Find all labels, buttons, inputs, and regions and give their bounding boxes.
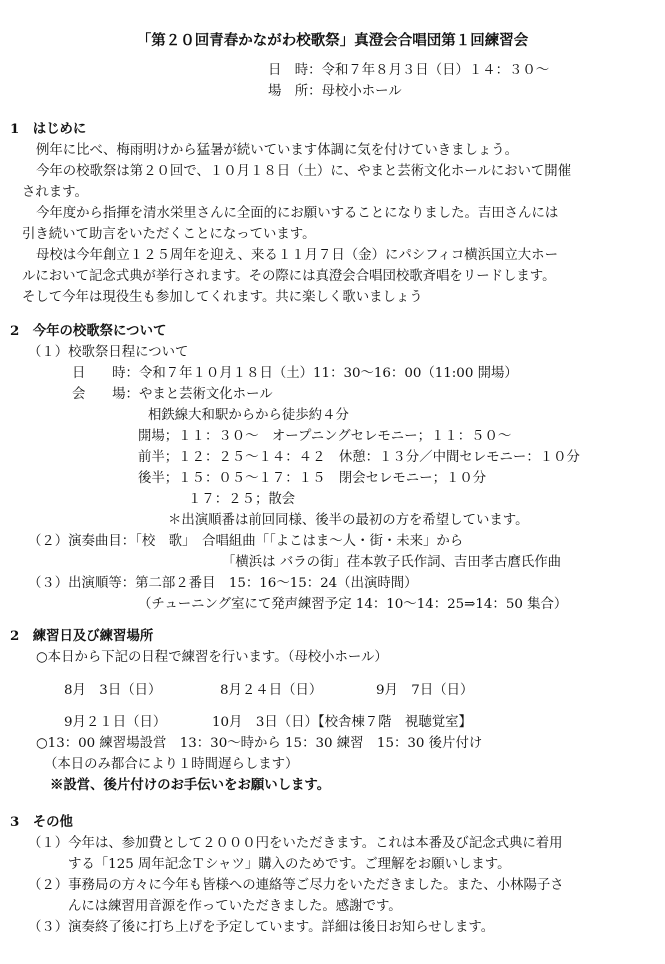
document-title: 「第２０回青春かながわ校歌祭」真澄会合唱団第１回練習会 — [136, 32, 529, 49]
section-2-heading: 2 今年の校歌祭について — [10, 323, 167, 339]
section-2-line: （３）出演順等：第二部２番目 15：16～15：24（出演時間） — [28, 576, 418, 591]
meeting-place: 場 所：母校小ホール — [268, 84, 402, 99]
meeting-meta — [268, 60, 549, 102]
section-2-line: 「横浜は バラの街」荏本敦子氏作詞、吉田孝古麿氏作曲 — [222, 555, 562, 570]
section-4-line: する「125 周年記念Ｔシャツ」購入のためです。ご理解をお願いします。 — [68, 857, 511, 872]
section-2-line: 会 場：やまと芸術文化ホール — [72, 387, 273, 402]
section-3-notice: ※設営、後片付けのお手伝いをお願いします。 — [50, 777, 331, 793]
section-2-line: １７：２５；散会 — [188, 492, 296, 507]
section-2-line: （２）演奏曲目：「校 歌」 合唱組曲「「よこはま～人・街・未来」から — [28, 534, 464, 549]
section-4-line: んには練習用音源を作っていただきました。感謝です。 — [68, 899, 402, 914]
section-2-line: （チューニング室にて発声練習予定 14：10～14：25⇒14：50 集合） — [138, 597, 568, 612]
meeting-date: 日 時：令和７年８月３日（日）１４：３０～ — [268, 63, 550, 78]
section-1-line: 母校は今年創立１２５周年を迎え、来る１１月７日（金）にパシフィコ横浜国立大ホー — [36, 248, 558, 263]
section-2-line: 開場；１１：３０～ オープニングセレモニー；１１：５０～ — [138, 429, 512, 444]
section-4-heading: 3 その他 — [10, 814, 73, 830]
section-1-line: 今年度から指揮を清水栄里さんに全面的にお願いすることになりました。吉田さんには — [36, 206, 559, 221]
section-1-line: 引き続いて助言をいただくことになっています。 — [22, 227, 316, 242]
section-4-line: （２）事務局の方々に今年も皆様への連絡等ご尽力をいただきました。また、小林陽子さ — [28, 878, 564, 893]
section-1-heading: 1 はじめに — [10, 121, 87, 137]
practice-date: 8月２４日（日） — [220, 683, 323, 698]
section-3-line: ○13：00 練習場設営 13：30～時から 15：30 練習 15：30 後片付け — [36, 736, 483, 751]
section-2-line: （１）校歌祭日程について — [28, 345, 189, 360]
section-3-line: （本日のみ都合により１時間遅らします） — [44, 757, 299, 772]
practice-date: 8月 3日（日） — [64, 683, 162, 698]
practice-date: 9月 7日（日） — [376, 683, 474, 698]
section-2-line: 後半；１５：０５～１７：１５ 閉会セレモニー；１０分 — [138, 471, 487, 486]
section-4-line: （１）今年は、参加費として２０００円をいただきます。これは本番及び記念式典に着用 — [28, 836, 563, 851]
section-2-line: ＊出演順番は前回同様、後半の最初の方を希望しています。 — [168, 513, 529, 528]
section-1-line: 今年の校歌祭は第２０回で、１０月１８日（土）に、やまと芸術文化ホールにおいて開催 — [36, 164, 572, 179]
practice-date: 9月２１日（日） — [64, 715, 167, 730]
section-1-line: されます。 — [22, 185, 88, 200]
practice-date: 10月 3日（日）【校舎棟７階 視聴覚室】 — [212, 715, 472, 730]
section-1-line: そして今年は現役生も参加してくれます。共に楽しく歌いましょう — [22, 290, 423, 305]
section-1-line: 例年に比べ、梅雨明けから猛暑が続いています体調に気を付けていきましょう。 — [36, 143, 519, 158]
section-1-line: ルにおいて記念式典が挙行されます。その際には真澄会合唱団校歌斉唱をリードします。 — [22, 269, 556, 284]
section-2-line: 相鉄線大和駅からから徒歩約４分 — [148, 408, 349, 423]
section-4-line: （３）演奏終了後に打ち上げを予定しています。詳細は後日お知らせします。 — [28, 920, 495, 935]
section-2-line: 前半；１２：２５～１４：４２ 休憩：１３分／中間セレモニー：１０分 — [138, 450, 580, 465]
section-3-heading: 2 練習日及び練習場所 — [10, 628, 154, 644]
section-2-line: 日 時：令和７年１０月１８日（土）11：30～16：00（11:00 開場） — [72, 366, 518, 381]
section-3-line: ○本日から下記の日程で練習を行います。（母校小ホール） — [36, 650, 388, 665]
